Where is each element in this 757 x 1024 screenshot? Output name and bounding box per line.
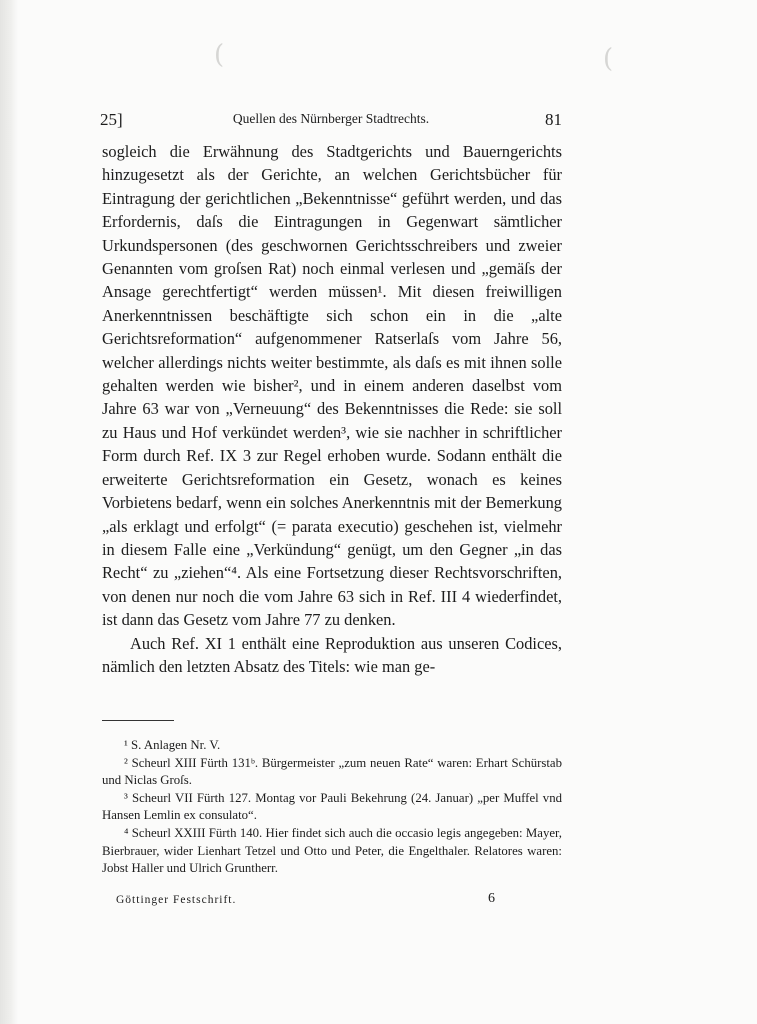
footnote-rule xyxy=(102,720,174,721)
footnote-1: ¹ S. Anlagen Nr. V. xyxy=(124,738,221,752)
running-header xyxy=(100,110,562,130)
page-edge-shadow xyxy=(0,0,18,1024)
printer-signature: Göttinger Festschrift. xyxy=(116,894,237,906)
footnote-4: ⁴ Scheurl XXIII Fürth 140. Hier findet sich auch die occasio legis angegeben: Mayer, Bierbrauer, wider Lienhart Tetzel und Otto und Peter, die Engelthaler. Relatores waren: Jobst Haller und Ulrich Gruntherr. xyxy=(102,825,562,876)
sheet-number: 6 xyxy=(488,891,495,906)
paragraph: sogleich die Erwähnung des Stadtgerichts und Bauerngerichts hinzugesetzt als der Gerichte, an welchen Gerichtsbücher für Eintragung der gerichtlichen „Bekenntnisse“ geführt werden, und das Erfordernis, daſs die Eintragungen in Gegenwart sämtlicher Urkundspersonen (des geschwornen Gerichtsschreibers und zweier Genannten vom groſsen Rat) noch einmal verlesen und „gemäſs der Ansage gerechtfertigt“ werden müssen¹. Mit diesen freiwilligen Anerkenntnissen beschäftigte sich schon ein in die „alte Gerichtsreformation“ aufgenommener Ratserlaſs vom Jahre 56, welcher allerdings nichts weiter bestimmte, als daſs es mit ihnen solle gehalten werden wie bisher², und in einem anderen daselbst vom Jahre 63 war von „Verneuung“ des Bekenntnisses die Rede: sie soll zu Haus und Hof verkündet werden³, wie sie nachher in schriftlicher Form durch Ref. IX 3 zur Regel erhoben wurde. Sodann enthält die erweiterte Gerichtsreformation ein Gesetz, wonach es keines Vorbietens bedarf, wenn ein solches Anerkenntnis mit der Bemerkung „als erklagt und erfolgt“ (= parata executio) geschehen ist, vielmehr in diesem Falle eine „Verkündung“ genügt, um den Gegner „in das Recht“ zu „ziehen“⁴. Als eine Fortsetzung dieser Rechtsvorschriften, von denen nur noch die vom Jahre 63 sich in Ref. III 4 wiederfindet, ist dann das Gesetz vom Jahre 77 zu denken. xyxy=(102,142,562,630)
page-section-number: 25] xyxy=(100,110,123,129)
main-text xyxy=(102,140,562,678)
scan-mark: ( xyxy=(214,40,225,70)
scan-mark: ( xyxy=(603,44,614,74)
running-title: Quellen des Nürnberger Stadtrechts. xyxy=(232,111,430,126)
footnotes xyxy=(102,737,562,878)
footnote-2: ² Scheurl XIII Fürth 131ᵇ. Bürgermeister „zum neuen Rate“ waren: Erhart Schürstab und Niclas Groſs. xyxy=(102,755,562,788)
paragraph: Auch Ref. XI 1 enthält eine Reproduktion aus unseren Codices, nämlich den letzten Absatz des Titels: wie man ge- xyxy=(102,633,562,676)
page-number: 81 xyxy=(545,110,562,129)
footnote-3: ³ Scheurl VII Fürth 127. Montag vor Pauli Bekehrung (24. Januar) „per Muffel vnd Hansen Lemlin ex consulato“. xyxy=(102,790,562,823)
